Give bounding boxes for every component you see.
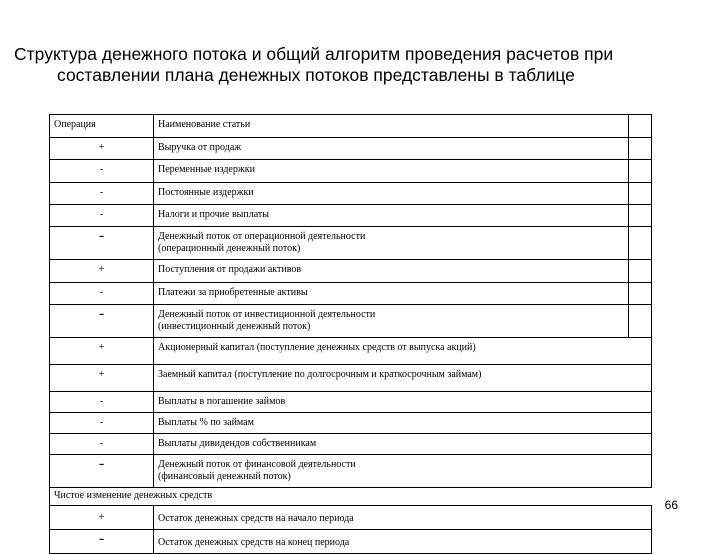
operation-sign <box>50 283 154 305</box>
header-item-name: Наименование статьи <box>154 115 629 138</box>
operation-sign <box>50 392 154 413</box>
empty-cell <box>629 138 652 160</box>
operation-sign <box>50 338 154 365</box>
plus-sign: + <box>98 369 105 380</box>
page-number: 66 <box>664 498 678 512</box>
minus-sign: - <box>99 438 104 449</box>
minus-sign: - <box>99 187 104 198</box>
item-name: Постоянные издержки <box>154 183 629 205</box>
table-row <box>50 338 652 365</box>
operation-sign <box>50 160 154 183</box>
item-name: Выручка от продаж <box>154 138 629 160</box>
item-name: Заемный капитал (поступление по долгосрочным и краткосрочным займам) <box>154 365 652 392</box>
operation-sign <box>50 530 154 554</box>
slide-title-line-1: Структура денежного потока и общий алгоритм проведения расчетов при <box>14 44 614 64</box>
header-operation: Операция <box>50 115 154 138</box>
empty-cell <box>629 183 652 205</box>
table-row <box>50 506 652 530</box>
minus-sign: - <box>99 209 104 220</box>
item-name: Выплаты % по займам <box>154 413 652 434</box>
table-row <box>50 183 652 205</box>
item-name-line-1: Денежный поток от операционной деятельности <box>158 231 366 242</box>
table-row <box>50 160 652 183</box>
minus-sign: - <box>98 530 105 547</box>
item-name: Выплаты в погашение займов <box>154 392 652 413</box>
total-row <box>50 488 652 506</box>
minus-sign: - <box>98 305 105 322</box>
empty-cell <box>629 227 652 260</box>
item-name-line-2: (финансовый денежный поток) <box>158 471 291 482</box>
table-row <box>50 138 652 160</box>
operation-sign <box>50 227 154 260</box>
minus-sign: - <box>99 396 104 407</box>
operation-sign <box>50 183 154 205</box>
operation-sign <box>50 260 154 283</box>
table-row <box>50 413 652 434</box>
cash-flow-table <box>49 114 652 554</box>
table-row <box>50 365 652 392</box>
plus-sign: + <box>98 264 105 275</box>
plus-sign: + <box>98 142 105 153</box>
operation-sign <box>50 413 154 434</box>
slide-title-line-2: составлении плана денежных потоков представлены в таблице <box>57 65 575 85</box>
table-row-subtotal <box>50 227 652 260</box>
item-name: Переменные издержки <box>154 160 629 183</box>
item-name-line-2: (инвестиционный денежный поток) <box>158 321 311 332</box>
item-name: Налоги и прочие выплаты <box>154 205 629 227</box>
minus-sign: - <box>99 164 104 175</box>
empty-cell <box>629 115 652 138</box>
table-row <box>50 434 652 455</box>
item-name <box>154 455 652 488</box>
empty-cell <box>629 205 652 227</box>
item-name <box>154 227 629 260</box>
operation-sign <box>50 138 154 160</box>
item-name: Остаток денежных средств на начало периода <box>154 506 652 530</box>
item-name: Остаток денежных средств на конец периода <box>154 530 652 554</box>
plus-sign: + <box>98 342 105 353</box>
table-row <box>50 260 652 283</box>
minus-sign: - <box>98 227 105 244</box>
table-row-subtotal <box>50 455 652 488</box>
operation-sign <box>50 434 154 455</box>
operation-sign <box>50 205 154 227</box>
table-row <box>50 205 652 227</box>
item-name <box>154 305 629 338</box>
empty-cell <box>629 260 652 283</box>
item-name: Акционерный капитал (поступление денежных средств от выпуска акций) <box>154 338 652 365</box>
item-name: Поступления от продажи активов <box>154 260 629 283</box>
item-name-line-1: Денежный поток от инвестиционной деятельности <box>158 309 376 320</box>
plus-sign: + <box>98 512 105 523</box>
table-row-subtotal <box>50 305 652 338</box>
empty-cell <box>629 305 652 338</box>
table-header-row <box>50 115 652 138</box>
operation-sign <box>50 455 154 488</box>
item-name-line-1: Денежный поток от финансовой деятельности <box>158 459 356 470</box>
empty-cell <box>629 283 652 305</box>
minus-sign: - <box>99 417 104 428</box>
table-row <box>50 530 652 554</box>
item-name-line-2: (операционный денежный поток) <box>158 243 301 254</box>
empty-cell <box>629 160 652 183</box>
operation-sign <box>50 365 154 392</box>
minus-sign: - <box>98 455 105 472</box>
operation-sign <box>50 506 154 530</box>
operation-sign <box>50 305 154 338</box>
net-change-label: Чистое изменение денежных средств <box>50 488 652 506</box>
item-name: Выплаты дивидендов собственникам <box>154 434 652 455</box>
table-row <box>50 283 652 305</box>
slide-title <box>0 44 720 86</box>
table-row <box>50 392 652 413</box>
minus-sign: - <box>99 287 104 298</box>
item-name: Платежи за приобретенные активы <box>154 283 629 305</box>
